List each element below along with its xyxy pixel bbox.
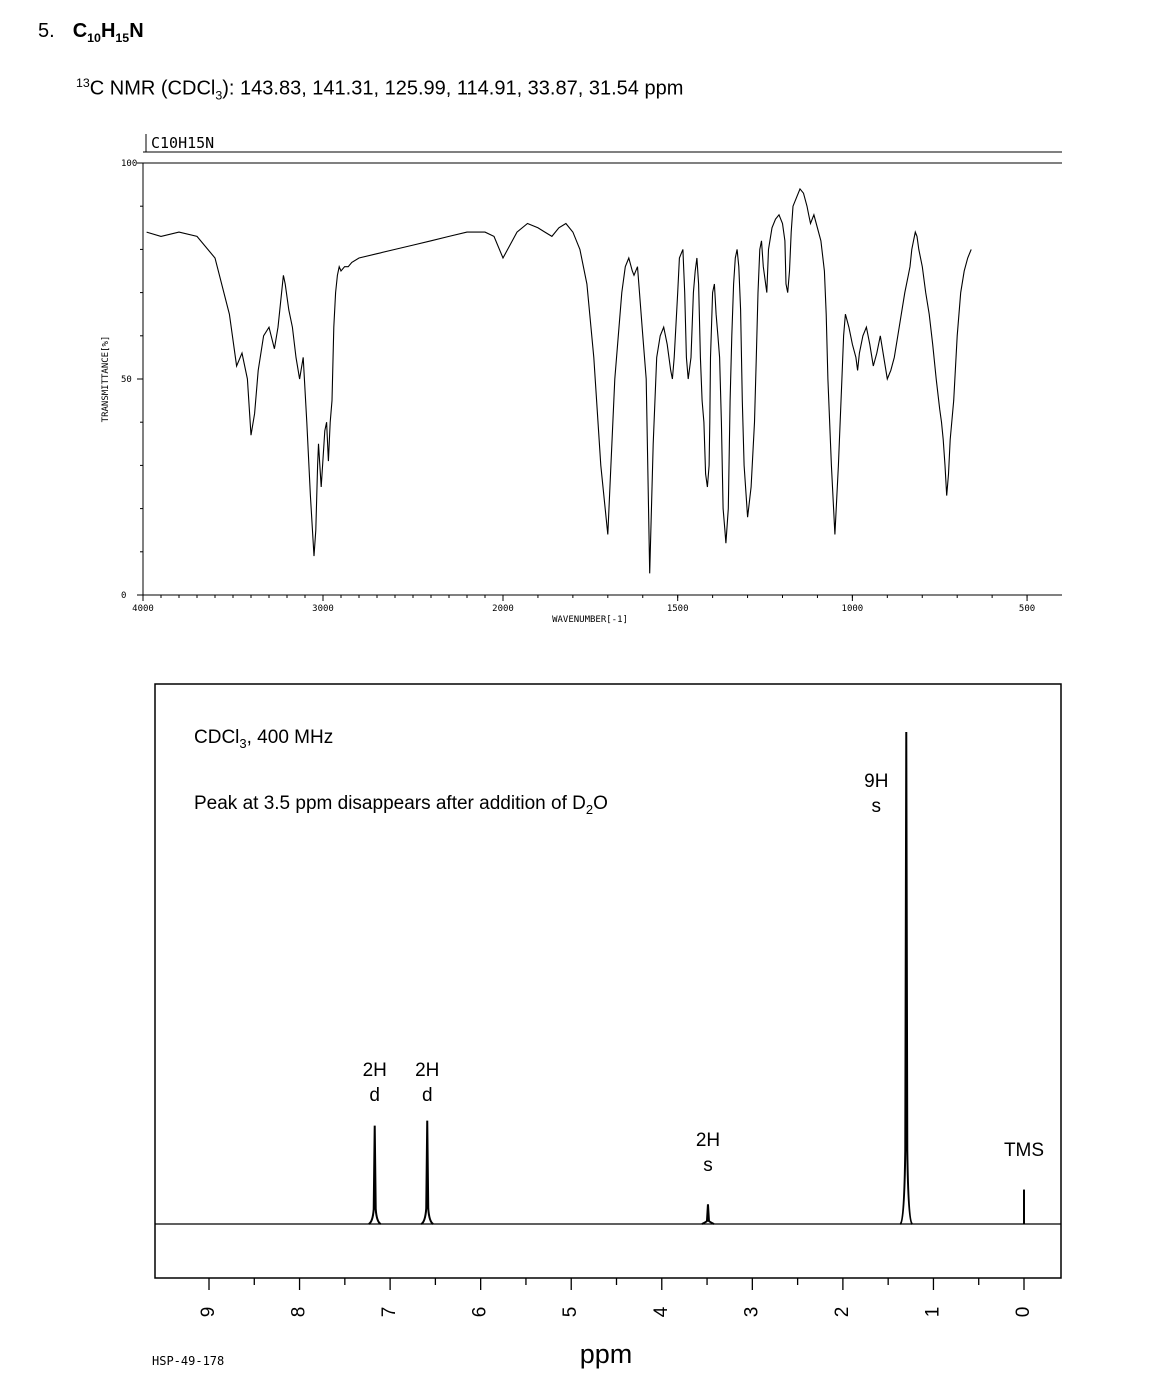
hnmr-solvent-label: CDCl$_3$, 400 MHz	[194, 727, 334, 751]
hnmr-peak-annotation: d	[369, 1085, 381, 1106]
problem-number: 5.	[38, 20, 55, 42]
hnmr-peak-annotation: 9H	[864, 771, 889, 792]
hnmr-peak	[702, 1204, 714, 1224]
hnmr-frame	[155, 684, 1061, 1278]
ir-x-tick-label: 4000	[132, 604, 154, 614]
ir-title: C10H15N	[151, 134, 215, 152]
hnmr-x-tick-label: 4	[650, 1306, 672, 1318]
ir-x-tick-label: 1000	[841, 604, 864, 614]
hnmr-peak	[421, 1121, 433, 1224]
hnmr-d2o-note: Peak at 3.5 ppm disappears after addition of $D_2O$	[194, 793, 608, 817]
hnmr-x-tick-label: 0	[1013, 1306, 1035, 1318]
hnmr-x-tick-label: 3	[741, 1306, 763, 1318]
ir-x-tick-label: 2000	[492, 604, 514, 614]
ir-y-tick-label: 100	[121, 159, 138, 169]
molecular-formula: $C_{10}H_{15}N$	[72, 20, 144, 45]
hnmr-peak-annotation: d	[421, 1085, 433, 1106]
hnmr-spectrum-chart	[0, 670, 1154, 1397]
ir-spectrum-trace	[147, 189, 972, 574]
ir-x-axis-label: WAVENUMBER[-1]	[552, 615, 628, 625]
ir-y-tick-label: 0	[121, 591, 127, 601]
hnmr-x-tick-label: 8	[288, 1306, 310, 1318]
hnmr-x-axis-label: ppm	[579, 1339, 633, 1369]
ir-x-tick-label: 500	[1018, 604, 1036, 614]
hnmr-x-tick-label: 9	[198, 1306, 220, 1318]
hnmr-sample-code: HSP-49-178	[152, 1354, 225, 1368]
hnmr-peak-annotation: 2H	[362, 1060, 387, 1081]
ir-x-tick-label: 3000	[312, 604, 334, 614]
ir-spectrum-chart	[0, 120, 1154, 640]
hnmr-peak	[369, 1126, 381, 1224]
ir-x-tick-label: 1500	[666, 604, 689, 614]
hnmr-peak-annotation: s	[703, 1155, 713, 1176]
hnmr-peak-annotation: s	[871, 796, 882, 817]
hnmr-x-tick-label: 2	[831, 1306, 853, 1318]
ir-y-tick-label: 50	[121, 375, 132, 385]
hnmr-x-tick-label: 1	[922, 1306, 944, 1318]
ir-y-axis-label: TRANSMITTANCE[%]	[101, 335, 111, 423]
carbon-nmr-data: $^{13}$C NMR (CDCl$_3$): 143.83, 141.31, 125.99, 114.91, 33.87, 31.54 ppm	[76, 76, 684, 103]
hnmr-x-tick-label: 6	[469, 1306, 491, 1318]
hnmr-peak-annotation: TMS	[1003, 1140, 1045, 1161]
hnmr-peak-annotation: 2H	[695, 1130, 721, 1151]
problem-header	[38, 20, 144, 45]
hnmr-x-tick-label: 7	[379, 1306, 401, 1318]
hnmr-peak-annotation: 2H	[415, 1060, 440, 1081]
hnmr-peak	[900, 732, 912, 1224]
hnmr-x-tick-label: 5	[560, 1306, 582, 1318]
